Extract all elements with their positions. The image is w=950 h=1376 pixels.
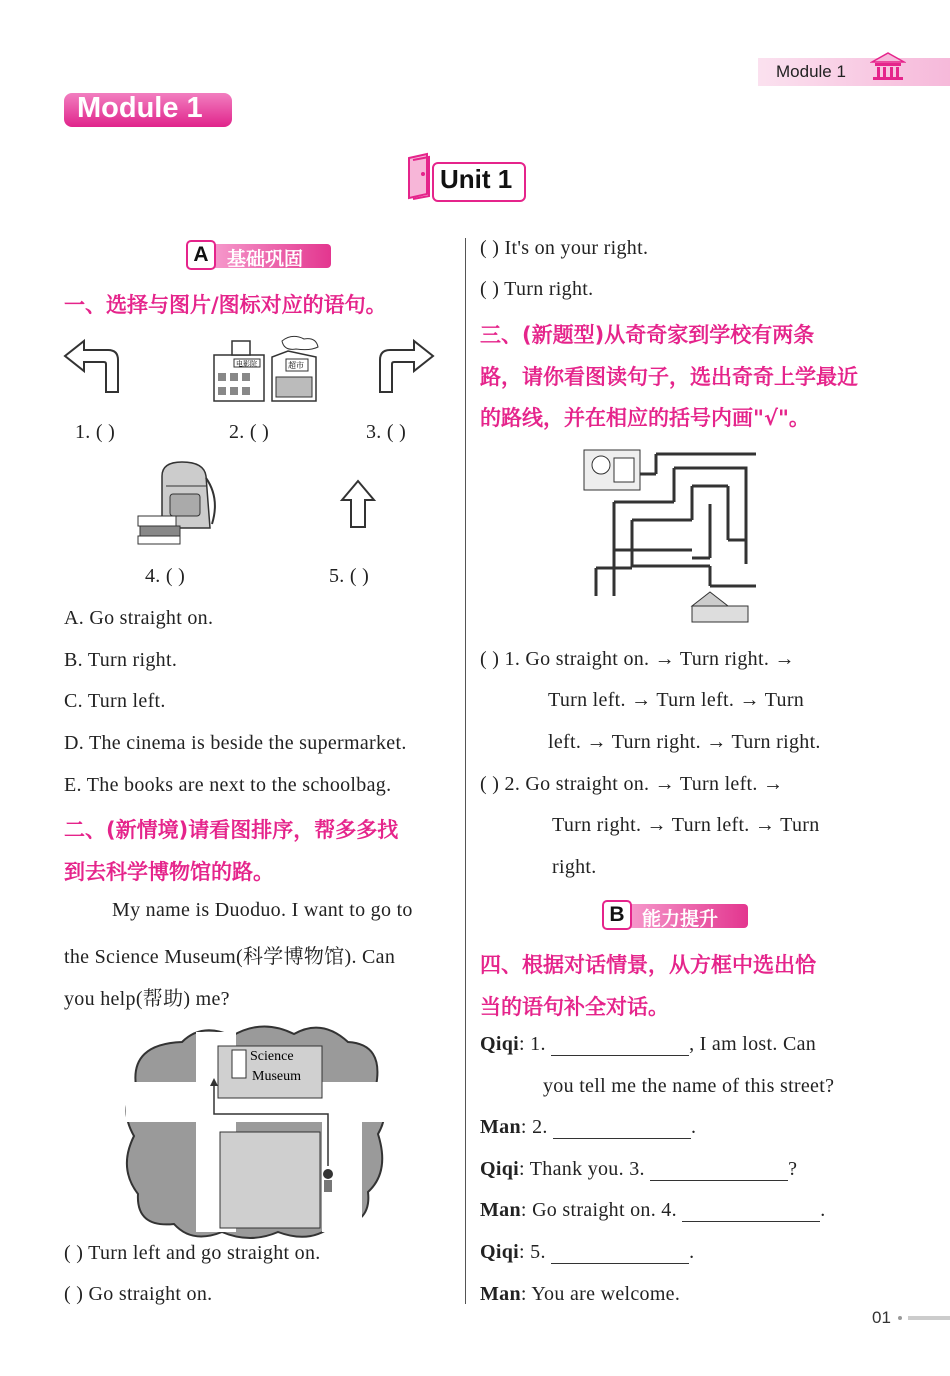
answer-blank-1[interactable] bbox=[551, 1035, 689, 1056]
dialogue-text: : Thank you. 3. bbox=[519, 1158, 651, 1180]
section-b-letter: B bbox=[602, 900, 632, 930]
q1-option-e: E. The books are next to the schoolbag. bbox=[64, 774, 392, 796]
speaker-man: Man bbox=[480, 1199, 521, 1221]
dialogue-text: : 5. bbox=[519, 1241, 552, 1263]
answer-blank-5[interactable] bbox=[551, 1243, 689, 1264]
building-icon bbox=[870, 50, 906, 82]
section-a-label: 基础巩固 bbox=[227, 248, 304, 270]
q3-title-line-1: 三、(新题型)从奇奇家到学校有两条 bbox=[480, 323, 815, 347]
book-icon bbox=[405, 152, 435, 200]
module-title: Module 1 bbox=[77, 92, 203, 124]
q1-blank-2[interactable]: 2. ( ) bbox=[229, 421, 270, 443]
dialogue-text: , I am lost. Can bbox=[689, 1033, 817, 1055]
dialogue-text: : You are welcome. bbox=[520, 1283, 681, 1305]
speaker-man: Man bbox=[480, 1283, 521, 1305]
page-number: 01 bbox=[872, 1308, 891, 1327]
q1-blank-3[interactable]: 3. ( ) bbox=[366, 421, 407, 443]
q2-item-3[interactable]: ( ) It's on your right. bbox=[480, 237, 649, 259]
dialogue-text: ? bbox=[788, 1158, 798, 1180]
q2-passage-line-3: you help(帮助) me? bbox=[64, 988, 230, 1010]
speaker-qiqi: Qiqi bbox=[480, 1241, 519, 1263]
q3-route-2-line-3: right. bbox=[552, 856, 597, 878]
q1-title: 一、选择与图片/图标对应的语句。 bbox=[64, 293, 387, 317]
q4-title-line-2: 当的语句补全对话。 bbox=[480, 995, 669, 1019]
museum-map bbox=[122, 1022, 392, 1242]
q2-item-4[interactable]: ( ) Turn right. bbox=[480, 278, 594, 300]
q3-route-2-line-1[interactable]: ( ) 2. Go straight on. → Turn left. → bbox=[480, 773, 784, 795]
maze-map bbox=[580, 446, 756, 624]
cinema-label: 电影院 bbox=[236, 360, 257, 368]
dialogue-line-4 bbox=[480, 1199, 826, 1222]
q4-title-line-1: 四、根据对话情景，从方框中选出恰 bbox=[480, 953, 816, 977]
speaker-qiqi: Qiqi bbox=[480, 1158, 519, 1180]
dialogue-text: : Go straight on. 4. bbox=[520, 1199, 683, 1221]
speaker-man: Man bbox=[480, 1116, 521, 1138]
q1-option-c: C. Turn left. bbox=[64, 690, 166, 712]
dialogue-text: . bbox=[690, 1116, 697, 1138]
q1-blank-1[interactable]: 1. ( ) bbox=[75, 421, 116, 443]
dialogue-line-6 bbox=[480, 1283, 680, 1306]
supermarket-label: 超市 bbox=[288, 361, 304, 370]
footer-bar bbox=[908, 1316, 950, 1320]
q2-title-line-1: 二、(新情境)请看图排序，帮多多找 bbox=[64, 818, 399, 842]
q3-title-line-3: 的路线，并在相应的括号内画"√"。 bbox=[480, 406, 810, 430]
turn-left-arrow-icon bbox=[62, 338, 124, 396]
dialogue-line-1 bbox=[480, 1033, 816, 1056]
q2-passage-line-1: My name is Duoduo. I want to go to bbox=[112, 899, 413, 921]
footer-dot bbox=[898, 1316, 902, 1320]
section-b-label: 能力提升 bbox=[642, 908, 719, 930]
dialogue-line-1-cont: you tell me the name of this street? bbox=[543, 1075, 835, 1097]
module-tag: Module 1 bbox=[776, 62, 846, 81]
column-divider bbox=[465, 238, 466, 1304]
dialogue-line-3 bbox=[480, 1158, 797, 1181]
dialogue-line-5 bbox=[480, 1241, 694, 1264]
q3-route-1-line-3: left. → Turn right. → Turn right. bbox=[548, 731, 821, 753]
dialogue-line-2 bbox=[480, 1116, 696, 1139]
q3-route-1-line-1[interactable]: ( ) 1. Go straight on. → Turn right. → bbox=[480, 648, 795, 670]
speaker-qiqi: Qiqi bbox=[480, 1033, 519, 1055]
answer-blank-3[interactable] bbox=[650, 1160, 788, 1181]
go-straight-arrow-icon bbox=[338, 478, 378, 530]
q2-passage-line-2: the Science Museum(科学博物馆). Can bbox=[64, 946, 396, 968]
q3-title-line-2: 路，请你看图读句子，选出奇奇上学最近 bbox=[480, 365, 858, 389]
cinema-supermarket-icon bbox=[212, 333, 322, 405]
section-a-letter: A bbox=[186, 240, 216, 270]
map-label-museum: Museum bbox=[252, 1069, 301, 1084]
q1-option-d: D. The cinema is beside the supermarket. bbox=[64, 732, 407, 754]
dialogue-text: . bbox=[689, 1241, 695, 1263]
q1-option-a: A. Go straight on. bbox=[64, 607, 214, 629]
q3-route-1-line-2: Turn left. → Turn left. → Turn bbox=[548, 689, 805, 711]
q1-blank-5[interactable]: 5. ( ) bbox=[329, 565, 370, 587]
q3-route-2-line-2: Turn right. → Turn left. → Turn bbox=[552, 814, 820, 836]
q1-option-b: B. Turn right. bbox=[64, 649, 178, 671]
answer-blank-4[interactable] bbox=[682, 1201, 820, 1222]
unit-title: Unit 1 bbox=[440, 164, 513, 194]
dialogue-text: : 2. bbox=[520, 1116, 553, 1138]
q2-title-line-2: 到去科学博物馆的路。 bbox=[64, 860, 274, 884]
answer-blank-2[interactable] bbox=[553, 1118, 691, 1139]
dialogue-text: : 1. bbox=[519, 1033, 552, 1055]
q2-item-1[interactable]: ( ) Turn left and go straight on. bbox=[64, 1242, 321, 1264]
map-label-science: Science bbox=[250, 1049, 294, 1064]
q1-blank-4[interactable]: 4. ( ) bbox=[145, 565, 186, 587]
schoolbag-books-icon bbox=[134, 458, 224, 550]
dialogue-text: . bbox=[820, 1199, 826, 1221]
turn-right-arrow-icon bbox=[374, 338, 436, 396]
q2-item-2[interactable]: ( ) Go straight on. bbox=[64, 1283, 213, 1305]
